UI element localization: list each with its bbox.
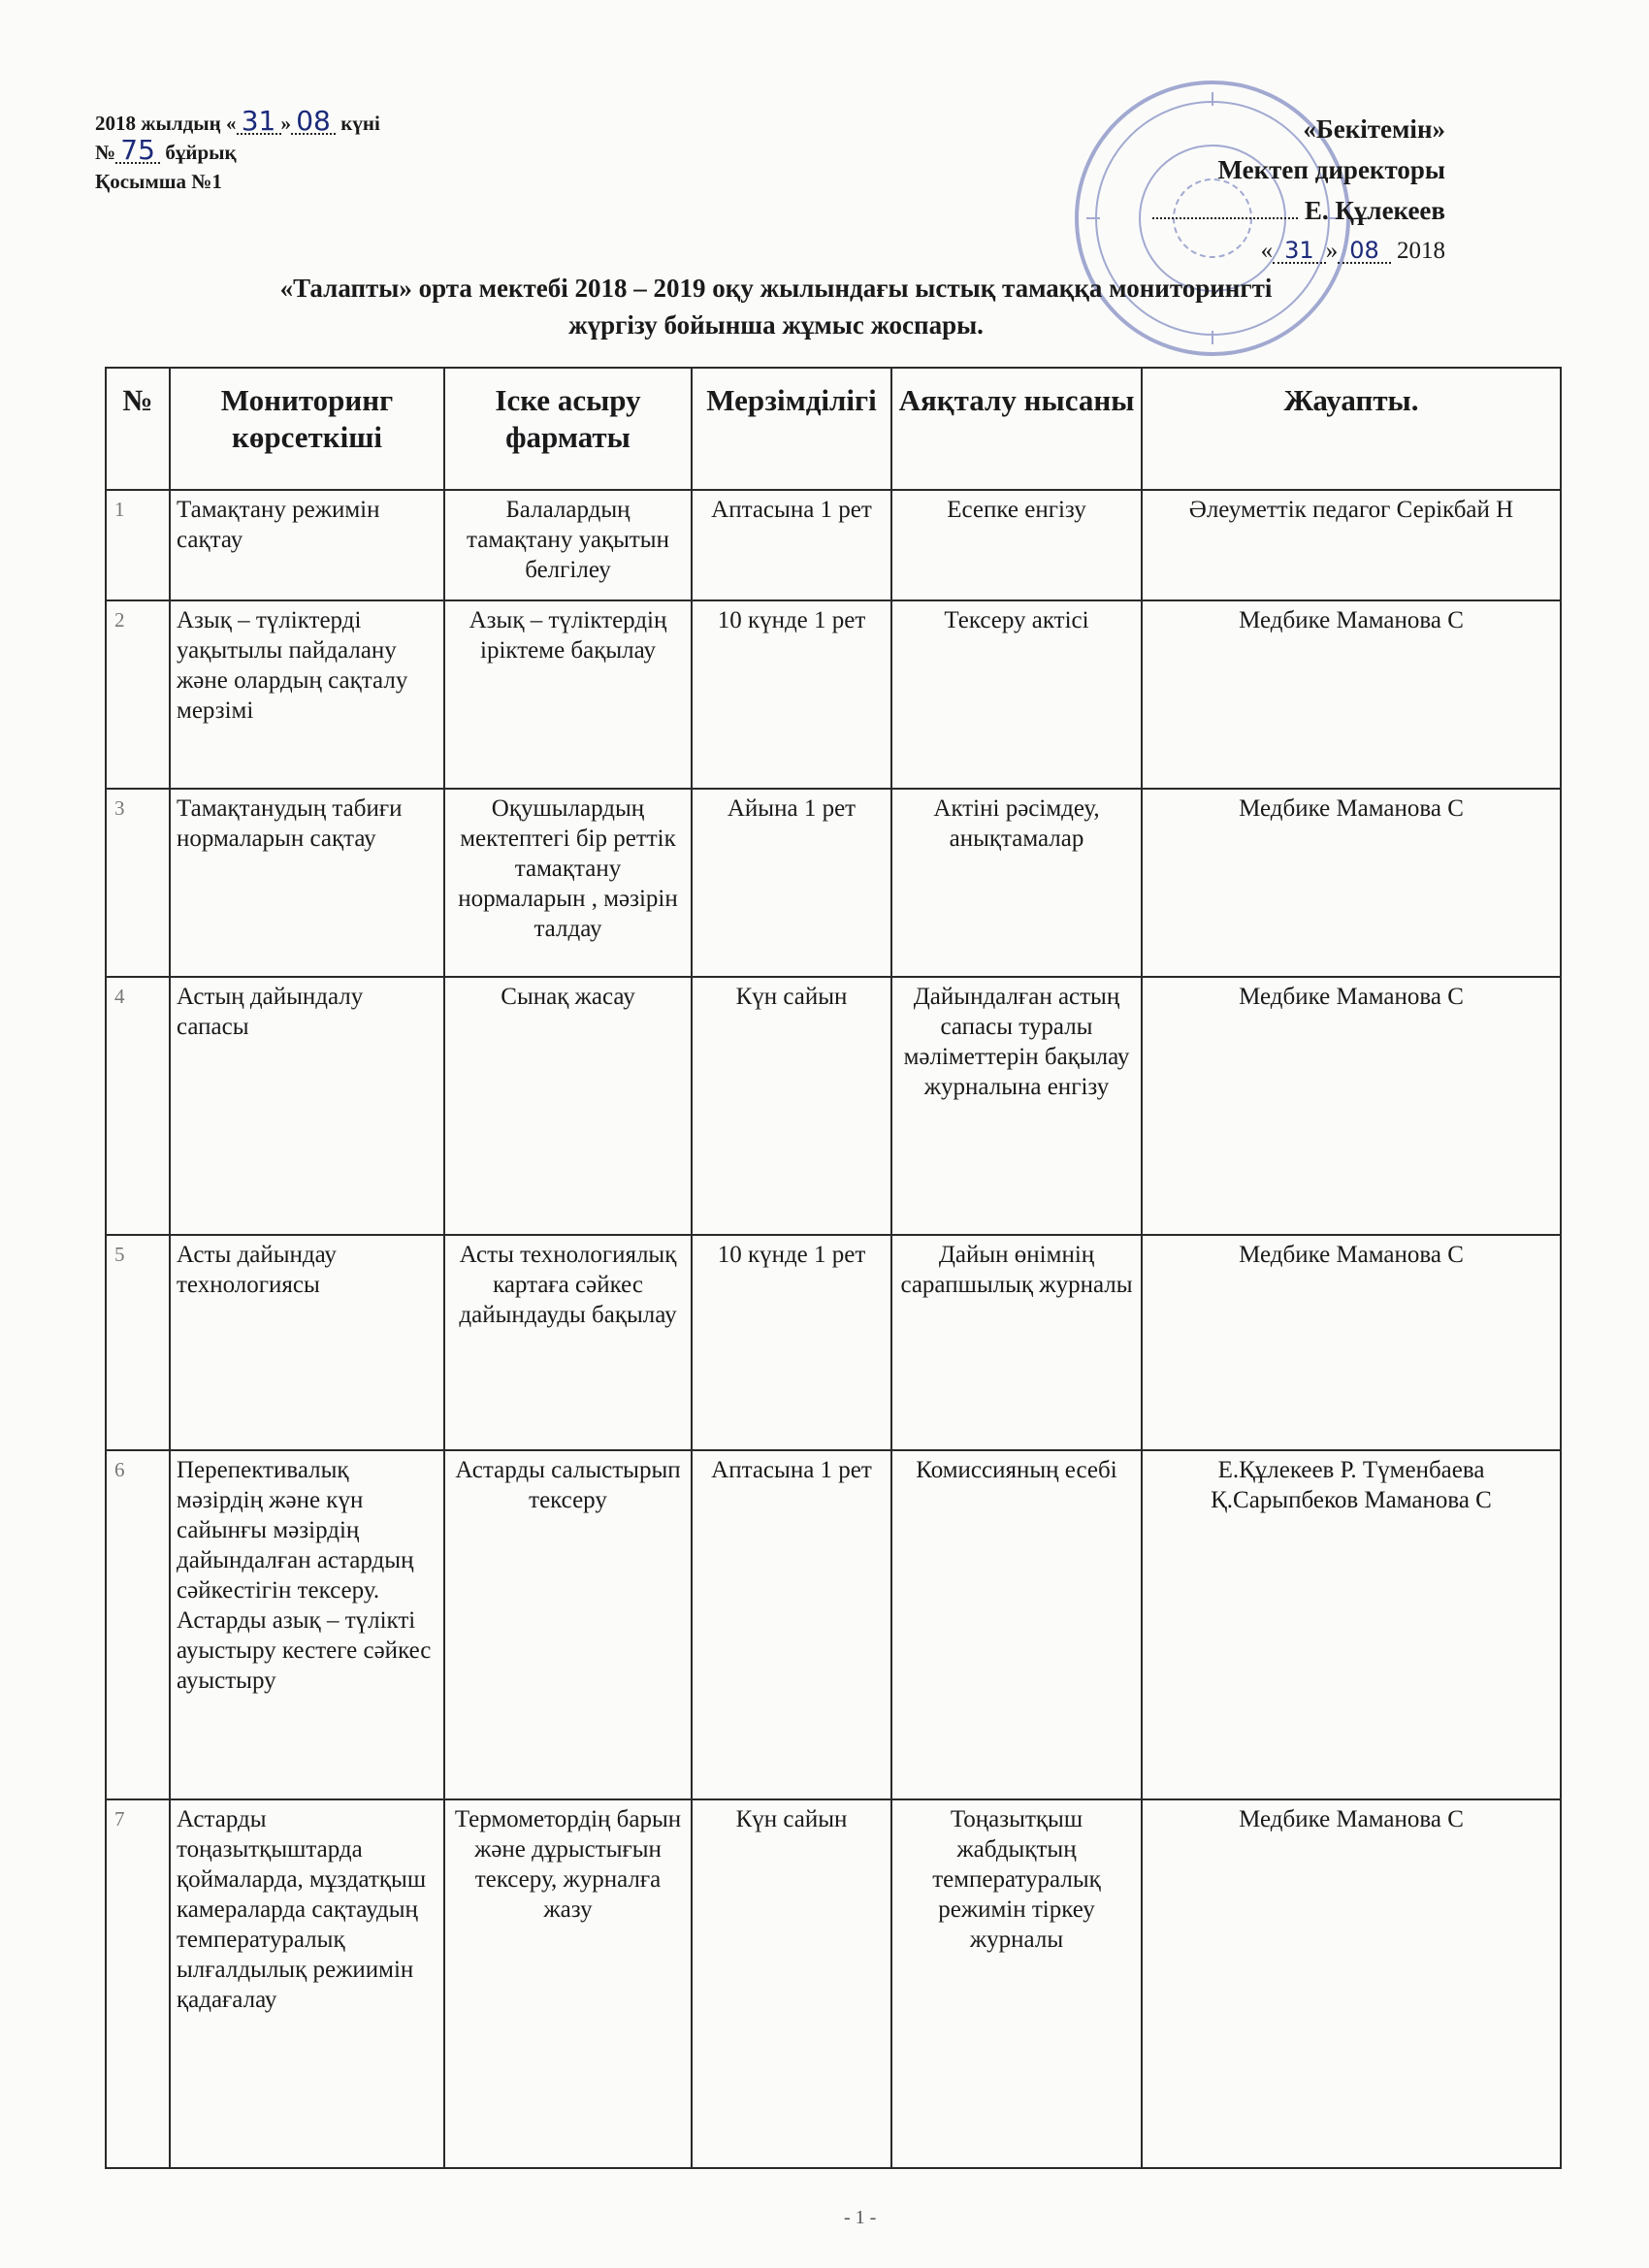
handwritten-order-number: 75 bbox=[115, 139, 160, 164]
order-reference bbox=[95, 105, 380, 196]
row-number: 6 bbox=[106, 1450, 170, 1799]
approval-heading: «Бекітемін» bbox=[1303, 114, 1445, 144]
page-mark: - 1 - bbox=[844, 2207, 877, 2228]
row-indicator: Астарды тоңазытқыштарда қоймаларда, мұздатқыш камераларда сақтаудың температуралық ылғалдылық режиимін қадағалау bbox=[170, 1799, 444, 2168]
signature bbox=[1152, 217, 1298, 219]
row-period: Айына 1 рет bbox=[692, 789, 891, 977]
row-period: Күн сайын bbox=[692, 977, 891, 1235]
approval-position: Мектеп директоры bbox=[1217, 155, 1445, 184]
table-row bbox=[106, 1235, 1561, 1450]
row-responsible: Медбике Маманова С bbox=[1142, 1235, 1561, 1450]
row-period: 10 күнде 1 рет bbox=[692, 600, 891, 789]
row-result: Дайын өнімнің сарапшылық журналы bbox=[891, 1235, 1142, 1450]
row-indicator: Асты дайындау технологиясы bbox=[170, 1235, 444, 1450]
col-header-result: Аяқталу нысаны bbox=[891, 368, 1142, 490]
approval-month: 08 bbox=[1338, 239, 1391, 264]
row-indicator: Тамақтанудың табиғи нормаларын сақтау bbox=[170, 789, 444, 977]
row-indicator: Астың дайындалу сапасы bbox=[170, 977, 444, 1235]
table-row bbox=[106, 1799, 1561, 2168]
row-indicator: Азық – түліктерді уақытылы пайдалану және олардың сақталу мерзімі bbox=[170, 600, 444, 789]
col-header-format: Іске асыру фарматы bbox=[444, 368, 692, 490]
row-format: Асты технологиялық картаға сәйкес дайындауды бақылау bbox=[444, 1235, 692, 1450]
table-row bbox=[106, 789, 1561, 977]
row-responsible: Медбике Маманова С bbox=[1142, 977, 1561, 1235]
row-format: Оқушылардың мектептегі бір реттік тамақтану нормаларын , мәзірін талдау bbox=[444, 789, 692, 977]
row-number: 7 bbox=[106, 1799, 170, 2168]
row-result: Тексеру актісі bbox=[891, 600, 1142, 789]
row-responsible: Медбике Маманова С bbox=[1142, 600, 1561, 789]
row-number: 3 bbox=[106, 789, 170, 977]
row-number: 5 bbox=[106, 1235, 170, 1450]
row-responsible: Медбике Маманова С bbox=[1142, 1799, 1561, 2168]
table-row bbox=[106, 977, 1561, 1235]
col-header-number: № bbox=[106, 368, 170, 490]
approval-signature-line bbox=[1096, 190, 1445, 231]
director-name: Е. Құлекеев bbox=[1304, 196, 1445, 225]
table-row bbox=[106, 600, 1561, 789]
row-period: Аптасына 1 рет bbox=[692, 490, 891, 600]
col-header-indicator: Мониторинг көрсеткіші bbox=[170, 368, 444, 490]
row-responsible: Медбике Маманова С bbox=[1142, 789, 1561, 977]
handwritten-month: 08 bbox=[291, 110, 336, 135]
row-number: 2 bbox=[106, 600, 170, 789]
table-row bbox=[106, 1450, 1561, 1799]
approval-day: 31 bbox=[1273, 239, 1326, 264]
row-indicator: Тамақтану режимін сақтау bbox=[170, 490, 444, 600]
order-date-line: 2018 жылдың « 31 » 08 күні bbox=[95, 105, 380, 137]
row-format: Сынақ жасау bbox=[444, 977, 692, 1235]
col-header-period: Мерзімділігі bbox=[692, 368, 891, 490]
row-result: Актіні рәсімдеу, анықтамалар bbox=[891, 789, 1142, 977]
row-format: Азық – түліктердің іріктеме бақылау bbox=[444, 600, 692, 789]
row-indicator: Перепективалық мәзірдің және күн сайынғы мәзірдің дайындалған астардың сәйкестігін тексеру. Астарды азық – түлікті ауыстыру кестеге сәйкес ауыстыру bbox=[170, 1450, 444, 1799]
row-period: Аптасына 1 рет bbox=[692, 1450, 891, 1799]
row-number: 4 bbox=[106, 977, 170, 1235]
order-number-line: № 75 бұйрық bbox=[95, 134, 237, 166]
row-responsible: Е.Құлекеев Р. Түменбаева Қ.Сарыпбеков Маманова С bbox=[1142, 1450, 1561, 1799]
row-result: Комиссияның есебі bbox=[891, 1450, 1142, 1799]
handwritten-day: 31 bbox=[237, 110, 281, 135]
row-responsible: Әлеуметтік педагог Серікбай Н bbox=[1142, 490, 1561, 600]
row-format: Балалардың тамақтану уақытын белгілеу bbox=[444, 490, 692, 600]
appendix-label: Қосымша №1 bbox=[95, 170, 222, 193]
row-format: Термометордің барын және дұрыстығын тексеру, журналға жазу bbox=[444, 1799, 692, 2168]
approval-date: « 31 » 08 2018 bbox=[1260, 237, 1445, 264]
approval-block bbox=[1096, 109, 1445, 272]
row-number: 1 bbox=[106, 490, 170, 600]
row-result: Есепке енгізу bbox=[891, 490, 1142, 600]
table-header-row bbox=[106, 368, 1561, 490]
row-result: Тоңазытқыш жабдықтың температуралық режимін тіркеу журналы bbox=[891, 1799, 1142, 2168]
row-format: Астарды салыстырып тексеру bbox=[444, 1450, 692, 1799]
document-title: «Талапты» орта мектебі 2018 – 2019 оқу жылындағы ыстық тамаққа мониторингті жүргізу бойынша жұмыс жоспары. bbox=[279, 274, 1273, 340]
table-row bbox=[106, 490, 1561, 600]
row-period: 10 күнде 1 рет bbox=[692, 1235, 891, 1450]
monitoring-plan-table bbox=[105, 367, 1562, 2169]
row-result: Дайындалған астың сапасы туралы мәліметтерін бақылау журналына енгізу bbox=[891, 977, 1142, 1235]
row-period: Күн сайын bbox=[692, 1799, 891, 2168]
col-header-responsible: Жауапты. bbox=[1142, 368, 1561, 490]
